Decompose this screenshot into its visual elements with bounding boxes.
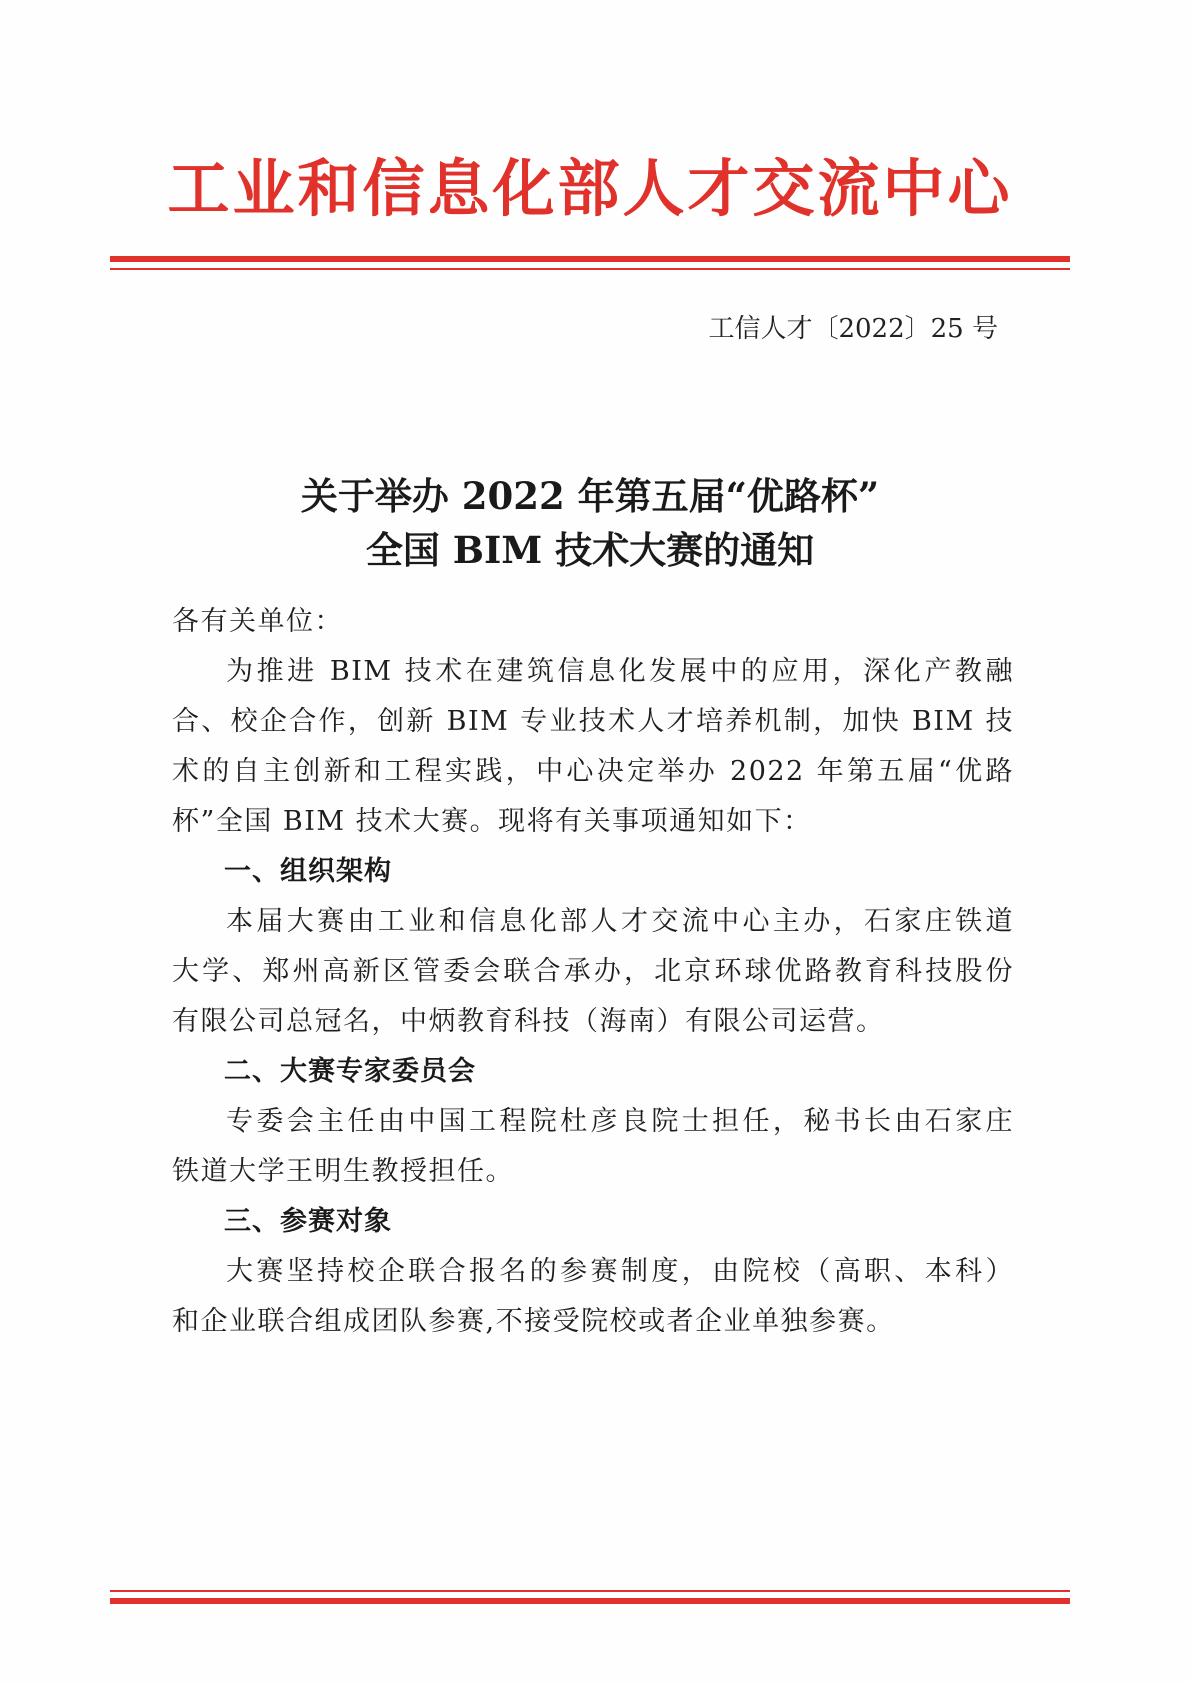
section-heading: 一、组织架构: [224, 856, 392, 887]
paragraph-line: 术的自主创新和工程实践，中心决定举办 2022 年第五届“优路: [172, 756, 1014, 787]
salutation: 各有关单位：: [172, 606, 343, 637]
section-heading: 三、参赛对象: [224, 1206, 392, 1237]
paragraph-line: 和企业联合组成团队参赛,不接受院校或者企业单独参赛。: [172, 1306, 895, 1337]
paragraph-line: 大赛坚持校企联合报名的参赛制度，由院校（高职、本科）: [226, 1256, 1014, 1287]
document-number: 工信人才〔2022〕25 号: [708, 314, 998, 344]
section-heading: 二、大赛专家委员会: [224, 1056, 476, 1087]
header-red-rule-thin: [110, 268, 1070, 270]
paragraph-line: 铁道大学王明生教授担任。: [172, 1156, 514, 1187]
paragraph-line: 为推进 BIM 技术在建筑信息化发展中的应用，深化产教融: [226, 656, 1014, 687]
paragraph-line: 合、校企合作，创新 BIM 专业技术人才培养机制，加快 BIM 技: [172, 706, 1014, 737]
organization-header: 工业和信息化部人才交流中心: [167, 152, 1013, 225]
footer-red-rule-thin: [110, 1590, 1070, 1592]
document-title-line-1: 关于举办 2022 年第五届“优路杯”: [300, 474, 880, 518]
paragraph-line: 大学、郑州高新区管委会联合承办，北京环球优路教育科技股份: [172, 956, 1014, 987]
paragraph-line: 有限公司总冠名，中炳教育科技（海南）有限公司运营。: [172, 1006, 885, 1037]
document-title-line-2: 全国 BIM 技术大赛的通知: [365, 528, 815, 572]
paragraph-line: 本届大赛由工业和信息化部人才交流中心主办，石家庄铁道: [226, 906, 1014, 937]
header-red-rule-thick: [110, 256, 1070, 262]
paragraph-line: 杯”全国 BIM 技术大赛。现将有关事项通知如下：: [172, 806, 812, 837]
paragraph-line: 专委会主任由中国工程院杜彦良院士担任，秘书长由石家庄: [226, 1106, 1014, 1137]
footer-red-rule-thick: [110, 1598, 1070, 1604]
